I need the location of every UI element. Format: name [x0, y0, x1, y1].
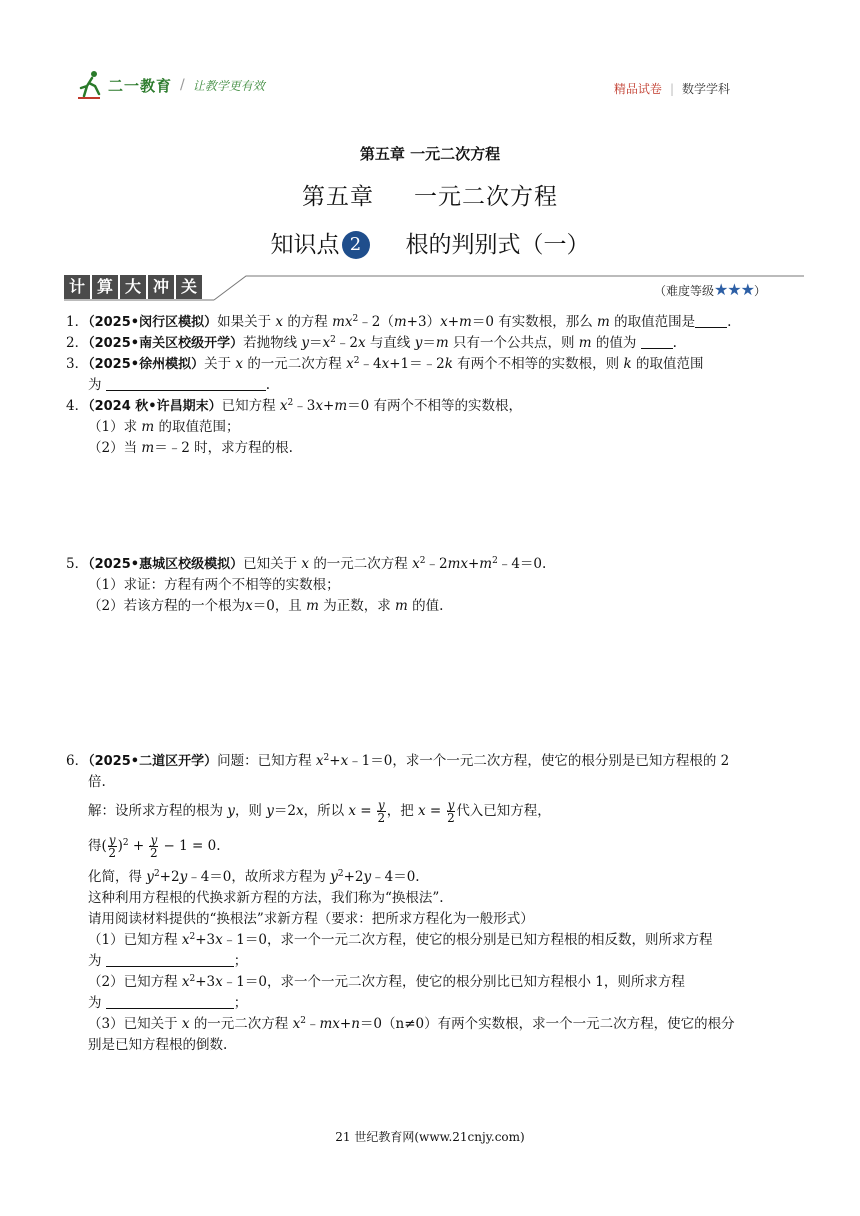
answer-blank[interactable]	[106, 952, 234, 967]
page-footer: 21 世纪教育网(www.21cnjy.com)	[335, 1130, 525, 1144]
tag-subject: 数学学科	[681, 82, 730, 96]
answer-blank[interactable]	[695, 313, 727, 328]
question-2: 2．（2025•南关区校级开学）若抛物线 $y=x^2﹣2x$ 与直线 y＝m 只有一个公共点，则 m 的值为 .	[66, 335, 677, 351]
question-4: 4．（2024 秋•许昌期末）已知方程 $x^2﹣3x+m=0$ 有两个不相等的实数根，	[66, 398, 523, 414]
chapter-heading-small: 第五章 一元二次方程	[359, 145, 501, 163]
banner-title: 计 算 大 冲 关	[64, 275, 204, 299]
answer-blank[interactable]	[106, 376, 266, 391]
difficulty-rating: （难度等级★★★）	[653, 280, 766, 299]
knowledge-point-title: 知识点 2 根的判别式（一）	[270, 232, 590, 258]
chapter-heading: 第五章 一元二次方程	[302, 184, 558, 210]
question-6: 6．（2025•二道区开学）问题：已知方程 $x^2+x﹣1=0$，求一个一元二次方程，使它的根分别是已知方程根的 2	[66, 753, 730, 769]
answer-blank[interactable]	[641, 334, 673, 349]
answer-blank[interactable]	[106, 994, 234, 1009]
question-list: 1．（2025•闵行区模拟）如果关于 x 的方程 $mx^2﹣2(m+3)x+m=0$ 有实数根，那么 m 的取值范围是 . 2．（2025•南关区校级开学）若抛物线 $y=x^2﹣2x$ 与直线 y＝m 只有一个公共点，则 m 的值为 . 3．（2025•徐州模拟）关于 x 的一元二次方程 $x^2﹣4x+1=﹣2k$ 有两个不相等的实数根，则 k 的取值范围 为 . 4．（2024 秋•许昌期末）已知方程 $x^2﹣3x+m=0$ 有两个不相等的实数根， （1）求 m 的取值范围； （2）当 m＝﹣2 时，求方程的根. 5．（2025•惠城区校级模拟）已知关于 x 的一元二次方程 $x^2﹣2mx+m^2﹣4=0$. （1）求证：方程有两个不相等的实数根； （2）若该方程的一个根为x＝0，且 m 为正数，求 m 的值. 6．（2025•二道区开学）问题：已知方程 $x^2+x﹣1=0$，求一个一元二次方程，使它的根分别是已知方程根的 2 倍. 解：设所求方程的根为 y，则 y＝2x，所以 x = $\frac{y}{2}$ ，把 x = $\frac{y}{2}$ 代入已知方程， 得( $\frac{y}{2}$ )$^2$ + $\frac{y}{2}$ − 1 = 0. 化简，得 $y^2+2y﹣4=0$，故所求方程为 $y^2+2y﹣4=0$. 这种利用方程根的代换求新方程的方法，我们称为“换根法”. 请用阅读材料提供的“换根法”求新方程（要求：把所求方程化为一般形式） （1）已知方程 $x^2+3x﹣1=0$，求一个一元二次方程，使它的根分别是已知方程根的相反数，则所求方程 为 ； （2）已知方程 $x^2+3x﹣1=0$，求一个一元二次方程，使它的根分别比已知方程根小 1，则所求方程 为 ； （3）已知关于 x 的一元二次方程 $x^2﹣mx+n=0(n\ne 0)$有两个实数根，求一个一元二次方程，使它的根分 别是已知方程根的倒数.	[66, 312, 796, 1056]
section-banner	[64, 272, 804, 302]
header-tags: 精品试卷 | 数学学科	[613, 82, 730, 96]
brand-slogan: 让教学更有效	[192, 78, 265, 93]
brand-name: 二一教育	[108, 76, 173, 95]
page-header	[0, 0, 860, 110]
question-5: 5．（2025•惠城区校级模拟）已知关于 x 的一元二次方程 $x^2﹣2mx+m^2﹣4=0$.	[66, 556, 547, 572]
star-icon: ★★★	[713, 280, 754, 299]
question-3: 3．（2025•徐州模拟）关于 x 的一元二次方程 $x^2﹣4x+1=﹣2k$ 有两个不相等的实数根，则 k 的取值范围	[66, 356, 704, 372]
kp-number-badge: 2	[342, 231, 370, 259]
tag-premium: 精品试卷	[613, 82, 662, 96]
running-man-icon	[78, 70, 104, 100]
brand-logo: 二一教育 / 让教学更有效	[78, 70, 265, 100]
question-1: 1．（2025•闵行区模拟）如果关于 x 的方程 $mx^2﹣2(m+3)x+m=0$ 有实数根，那么 m 的取值范围是 .	[66, 314, 732, 330]
